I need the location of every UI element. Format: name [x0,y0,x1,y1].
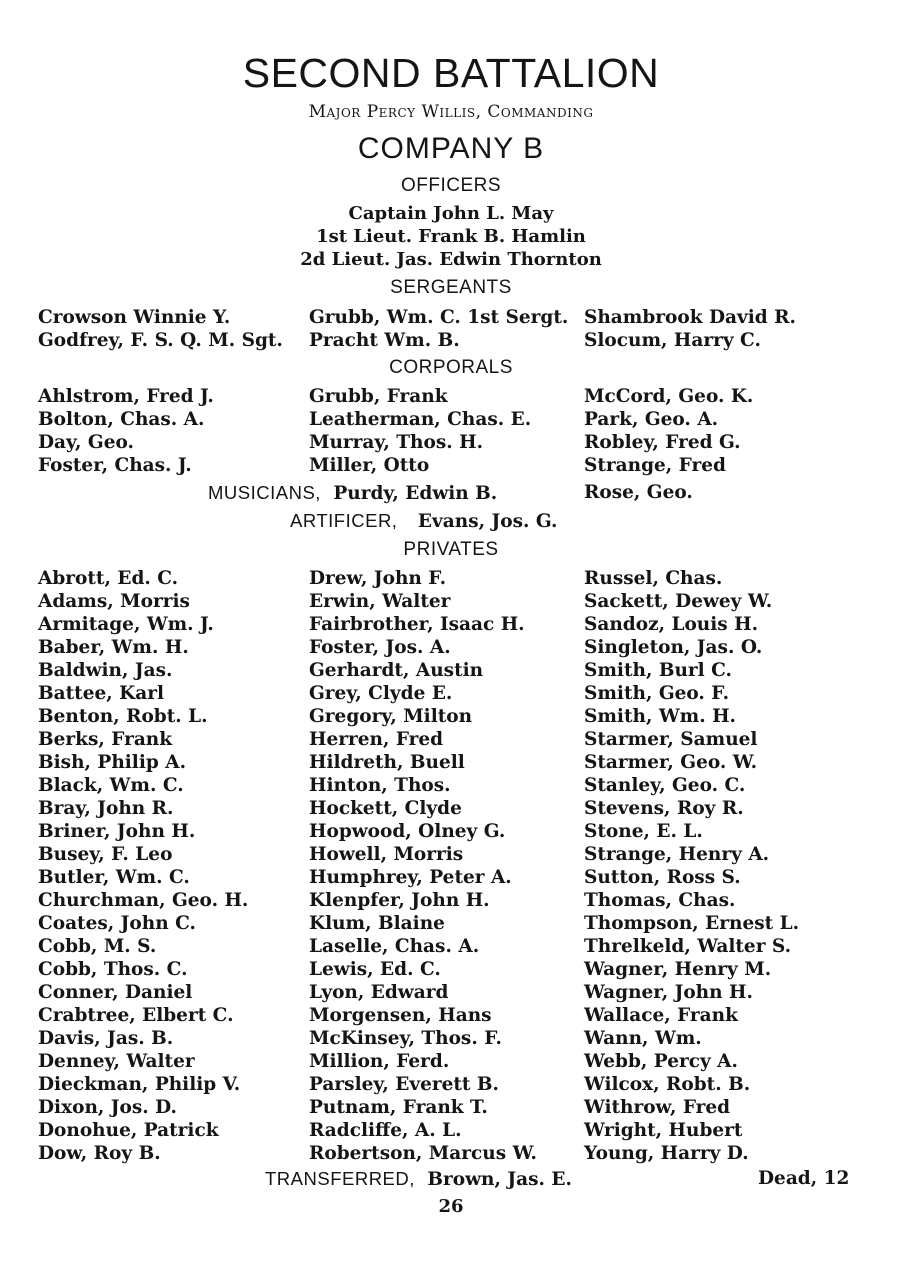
second-lieut-line: 2d Lieut. Jas. Edwin Thornton [300,249,602,270]
list-item: Wagner, Henry M. [584,959,772,980]
list-item: Park, Geo. A. [584,409,719,430]
artificer-name: Evans, Jos. G. [417,511,558,532]
list-item: Baldwin, Jas. [38,660,173,681]
list-item: Thomas, Chas. [584,890,736,911]
list-item: Lyon, Edward [309,982,449,1003]
captain-line: Captain John L. May [348,203,554,224]
list-item: Day, Geo. [38,432,134,453]
list-item: Davis, Jas. B. [38,1028,174,1049]
list-item: Wright, Hubert [584,1120,743,1141]
list-item: Cobb, Thos. C. [38,959,188,980]
first-lieut-line: 1st Lieut. Frank B. Hamlin [316,226,586,247]
list-item: Denney, Walter [38,1051,195,1072]
list-item: Hockett, Clyde [309,798,462,819]
list-item: Hopwood, Olney G. [309,821,506,842]
list-item: Klenpfer, John H. [309,890,490,911]
privates-column-3 [584,567,799,1165]
list-item: Stevens, Roy R. [584,798,744,819]
list-item: Bish, Philip A. [38,752,187,773]
list-item: Withrow, Fred [584,1097,731,1118]
list-item: Pracht Wm. B. [309,330,460,351]
list-item: Starmer, Geo. W. [584,752,758,773]
list-item: Battee, Karl [38,683,164,704]
list-item: Wallace, Frank [584,1005,738,1026]
list-item: Fairbrother, Isaac H. [309,614,525,635]
list-item: Strange, Henry A. [584,844,770,865]
list-item: Humphrey, Peter A. [309,867,512,888]
list-item: Threlkeld, Walter S. [584,936,792,957]
list-item: Klum, Blaine [309,913,445,934]
list-item: Herren, Fred [309,729,444,750]
list-item: Wilcox, Robt. B. [584,1074,751,1095]
list-item: Strange, Fred [584,455,726,476]
list-item: Donohue, Patrick [38,1120,219,1141]
musicians-label: MUSICIANS, [208,482,321,503]
privates-column-2 [309,567,537,1165]
list-item: Busey, F. Leo [38,844,173,865]
list-item: Conner, Daniel [38,982,193,1003]
transferred-label: TRANSFERRED, [265,1168,415,1189]
list-item: Armitage, Wm. J. [38,614,214,635]
artificer-line [290,510,557,532]
list-item: Wagner, John H. [584,982,753,1003]
list-item: Godfrey, F. S. Q. M. Sgt. [38,330,283,351]
list-item: Sackett, Dewey W. [584,591,773,612]
list-item: Sutton, Ross S. [584,867,741,888]
list-item: Baber, Wm. H. [38,637,189,658]
list-item: Drew, John F. [309,568,447,589]
list-item: Bray, John R. [38,798,174,819]
list-item: Robley, Fred G. [584,432,741,453]
list-item: Young, Harry D. [584,1143,749,1164]
list-item: Singleton, Jas. O. [584,637,763,658]
list-item: Lewis, Ed. C. [309,959,441,980]
list-item: Grubb, Frank [309,386,448,407]
page-title: SECOND BATTALION [242,50,660,96]
list-item: Dow, Roy B. [38,1143,161,1164]
list-item: Foster, Jos. A. [309,637,451,658]
musician-name: Purdy, Edwin B. [333,483,498,504]
commander-line: Major Percy Willis, Commanding [308,102,594,122]
list-item: Morgensen, Hans [309,1005,492,1026]
corporals-heading: CORPORALS [389,357,513,378]
artificer-label: ARTIFICER, [290,510,398,531]
list-item: Grey, Clyde E. [309,683,453,704]
privates-heading: PRIVATES [403,539,499,560]
list-item: Crabtree, Elbert C. [38,1005,234,1026]
list-item: Black, Wm. C. [38,775,184,796]
list-item: Gerhardt, Austin [309,660,484,681]
list-item: Sandoz, Louis H. [584,614,759,635]
list-item: Slocum, Harry C. [584,330,761,351]
list-item: Howell, Morris [309,844,464,865]
list-item: Webb, Percy A. [584,1051,738,1072]
company-title: COMPANY B [357,132,545,165]
list-item: Stanley, Geo. C. [584,775,746,796]
list-item: Bolton, Chas. A. [38,409,205,430]
list-item: Hildreth, Buell [309,752,465,773]
list-item: Smith, Geo. F. [584,683,730,704]
transferred-line [265,1168,572,1190]
list-item: Miller, Otto [309,455,430,476]
list-item: Robertson, Marcus W. [309,1143,537,1164]
transferred-name: Brown, Jas. E. [427,1169,572,1190]
list-item: Wann, Wm. [584,1028,702,1049]
list-item: Ahlstrom, Fred J. [38,386,214,407]
list-item: Briner, John H. [38,821,196,842]
list-item: Coates, John C. [38,913,196,934]
list-item: Parsley, Everett B. [309,1074,499,1095]
page-number: 26 [438,1196,464,1217]
list-item: Putnam, Frank T. [309,1097,488,1118]
list-item: Thompson, Ernest L. [584,913,800,934]
list-item: Dixon, Jos. D. [38,1097,177,1118]
musician-name-2: Rose, Geo. [584,482,693,503]
list-item: Churchman, Geo. H. [38,890,249,911]
list-item: Dieckman, Philip V. [38,1074,241,1095]
list-item: Radcliffe, A. L. [309,1120,462,1141]
list-item: Foster, Chas. J. [38,455,192,476]
list-item: Berks, Frank [38,729,173,750]
list-item: Murray, Thos. H. [309,432,484,453]
list-item: Gregory, Milton [309,706,473,727]
list-item: Russel, Chas. [584,568,723,589]
list-item: McCord, Geo. K. [584,386,754,407]
list-item: Laselle, Chas. A. [309,936,480,957]
list-item: Benton, Robt. L. [38,706,208,727]
list-item: Erwin, Walter [309,591,451,612]
sergeants-heading: SERGEANTS [390,277,512,298]
officers-heading: OFFICERS [400,175,502,196]
list-item: Crowson Winnie Y. [38,307,231,328]
list-item: Stone, E. L. [584,821,703,842]
list-item: Smith, Burl C. [584,660,732,681]
list-item: Butler, Wm. C. [38,867,190,888]
list-item: Million, Ferd. [309,1051,450,1072]
list-item: Leatherman, Chas. E. [309,409,532,430]
list-item: McKinsey, Thos. F. [309,1028,502,1049]
list-item: Shambrook David R. [584,307,796,328]
list-item: Cobb, M. S. [38,936,157,957]
list-item: Adams, Morris [38,591,190,612]
list-item: Abrott, Ed. C. [38,568,179,589]
privates-column-1 [38,567,248,1165]
list-item: Hinton, Thos. [309,775,451,796]
musicians-line [208,482,497,504]
list-item: Starmer, Samuel [584,729,758,750]
list-item: Smith, Wm. H. [584,706,736,727]
list-item: Grubb, Wm. C. 1st Sergt. [309,307,569,328]
dead-count: Dead, 12 [758,1168,850,1189]
